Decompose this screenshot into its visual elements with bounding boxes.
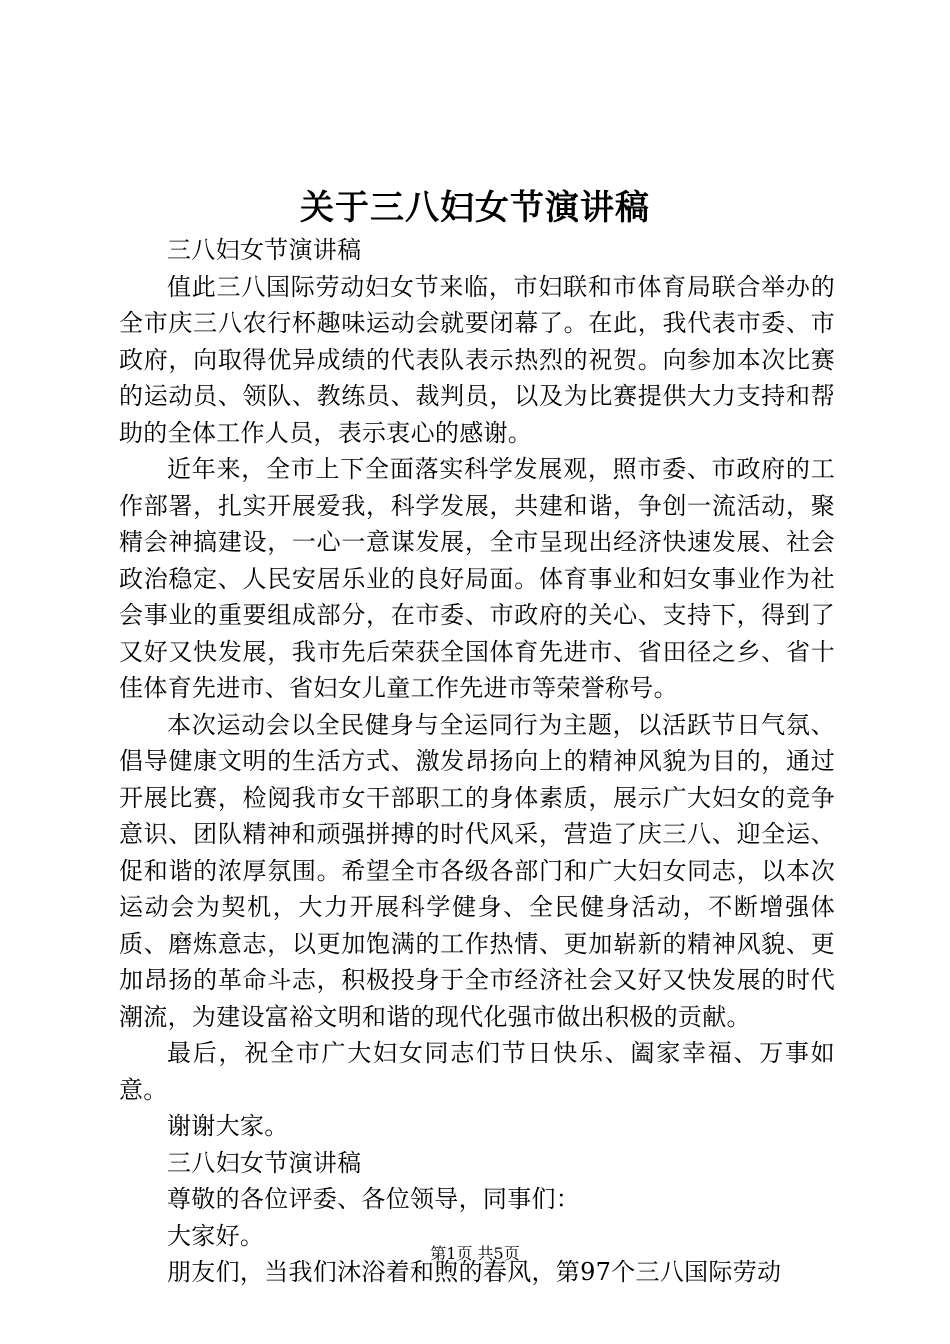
document-title: 关于三八妇女节演讲稿: [300, 188, 650, 228]
paragraph-friends: 朋友们，当我们沐浴着和煦的春风，第97个三八国际劳动: [167, 1258, 782, 1286]
paragraph-wishes: 最后，祝全市广大妇女同志们节日快乐、阖家幸福、万事如意。: [119, 1039, 835, 1104]
paragraph-opening: 值此三八国际劳动妇女节来临，市妇联和市体育局联合举办的全市庆三八农行杯趣味运动会就要闭幕了。在此，我代表市委、市政府，向取得优异成绩的代表队表示热烈的祝贺。向参加本次比赛的运动员、领队、教练员、裁判员，以及为比赛提供大力支持和帮助的全体工作人员，表示衷心的感谢。: [119, 272, 835, 447]
document-body: [119, 232, 835, 1291]
page-footer: 第1页 共5页: [430, 1244, 520, 1263]
paragraph-subtitle: 三八妇女节演讲稿: [167, 236, 362, 264]
paragraph-sports-meet: 本次运动会以全民健身与全运同行为主题，以活跃节日气氛、倡导健康文明的生活方式、激发昂扬向上的精神风貌为目的，通过开展比赛，检阅我市女干部职工的身体素质，展示广大妇女的竞争意识、团队精神和顽强拼搏的时代风采，营造了庆三八、迎全运、促和谐的浓厚氛围。希望全市各级各部门和广大妇女同志，以本次运动会为契机，大力开展科学健身、全民健身活动，不断增强体质、磨炼意志，以更加饱满的工作热情、更加崭新的精神风貌、更加昂扬的革命斗志，积极投身于全市经济社会又好又快发展的时代潮流，为建设富裕文明和谐的现代化强市做出积极的贡献。: [119, 710, 835, 1031]
paragraph-second-title: 三八妇女节演讲稿: [167, 1148, 362, 1177]
paragraph-thanks: 谢谢大家。: [167, 1112, 289, 1140]
paragraph-salutation: 尊敬的各位评委、各位领导，同事们：: [167, 1185, 581, 1213]
paragraph-greeting: 大家好。: [167, 1221, 265, 1250]
paragraph-development: 近年来，全市上下全面落实科学发展观，照市委、市政府的工作部署，扎实开展爱我，科学发展，共建和谐，争创一流活动，聚精会神搞建设，一心一意谋发展，全市呈现出经济快速发展、社会政治稳定、人民安居乐业的良好局面。体育事业和妇女事业作为社会事业的重要组成部分，在市委、市政府的关心、支持下，得到了又好又快发展，我市先后荣获全国体育先进市、省田径之乡、省十佳体育先进市、省妇女儿童工作先进市等荣誉称号。: [119, 455, 835, 702]
